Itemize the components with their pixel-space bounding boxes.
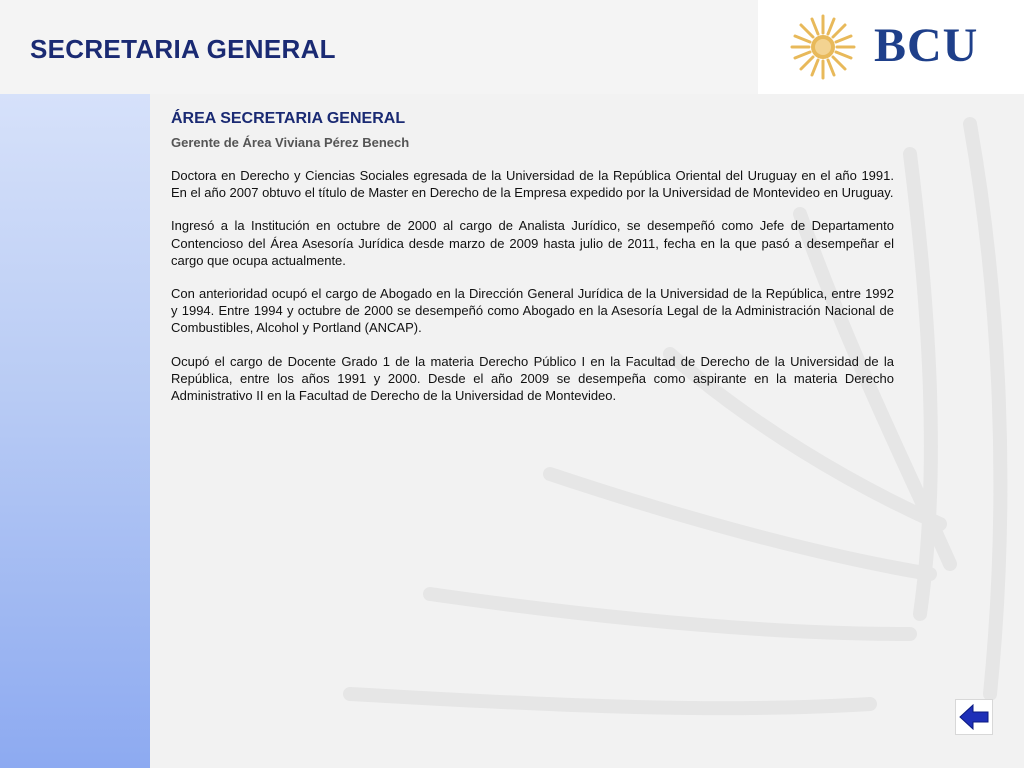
bio-paragraph: Con anterioridad ocupó el cargo de Abogado en la Dirección General Jurídica de la Universidad de la República, entre 1992 y 1994. Entre 1994 y octubre de 2000 se desempeñó como Abogado en la Asesoría Legal de la Administración Nacional de Combustibles, Alcohol y Portland (ANCAP). [171, 286, 894, 336]
bcu-logo [758, 0, 1024, 94]
logo-text: BCU [874, 19, 979, 72]
manager-name: Gerente de Área Viviana Pérez Benech [171, 135, 410, 150]
header-bar [0, 0, 1024, 94]
left-arrow-icon [959, 704, 989, 730]
sidebar-decoration [0, 94, 150, 768]
back-button[interactable] [955, 699, 993, 735]
bio-paragraph: Ingresó a la Institución en octubre de 2000 al cargo de Analista Jurídico, se desempeñó como Jefe de Departamento Contencioso del Área Asesoría Jurídica desde marzo de 2009 hasta julio de 2011, fecha en la que pasó a desempeñar el cargo que ocupa actualmente. [171, 218, 894, 268]
main-content [171, 108, 894, 420]
page-title: SECRETARIA GENERAL [30, 34, 336, 64]
bio-paragraph: Ocupó el cargo de Docente Grado 1 de la materia Derecho Público I en la Facultad de Derecho de la Universidad de la República, entre los años 1991 y 2000. Desde el año 2009 se desempeña como aspirante en la materia Derecho Administrativo II en la Facultad de Derecho de la Universidad de Montevideo. [171, 353, 894, 404]
sun-emblem-icon [790, 14, 856, 80]
bio-paragraph: Doctora en Derecho y Ciencias Sociales egresada de la Universidad de la República Oriental del Uruguay en el año 1991. En el año 2007 obtuvo el título de Master en Derecho de la Empresa expedido por la Universidad de Montevideo en Uruguay. [171, 168, 894, 201]
section-title: ÁREA SECRETARIA GENERAL [171, 110, 406, 127]
